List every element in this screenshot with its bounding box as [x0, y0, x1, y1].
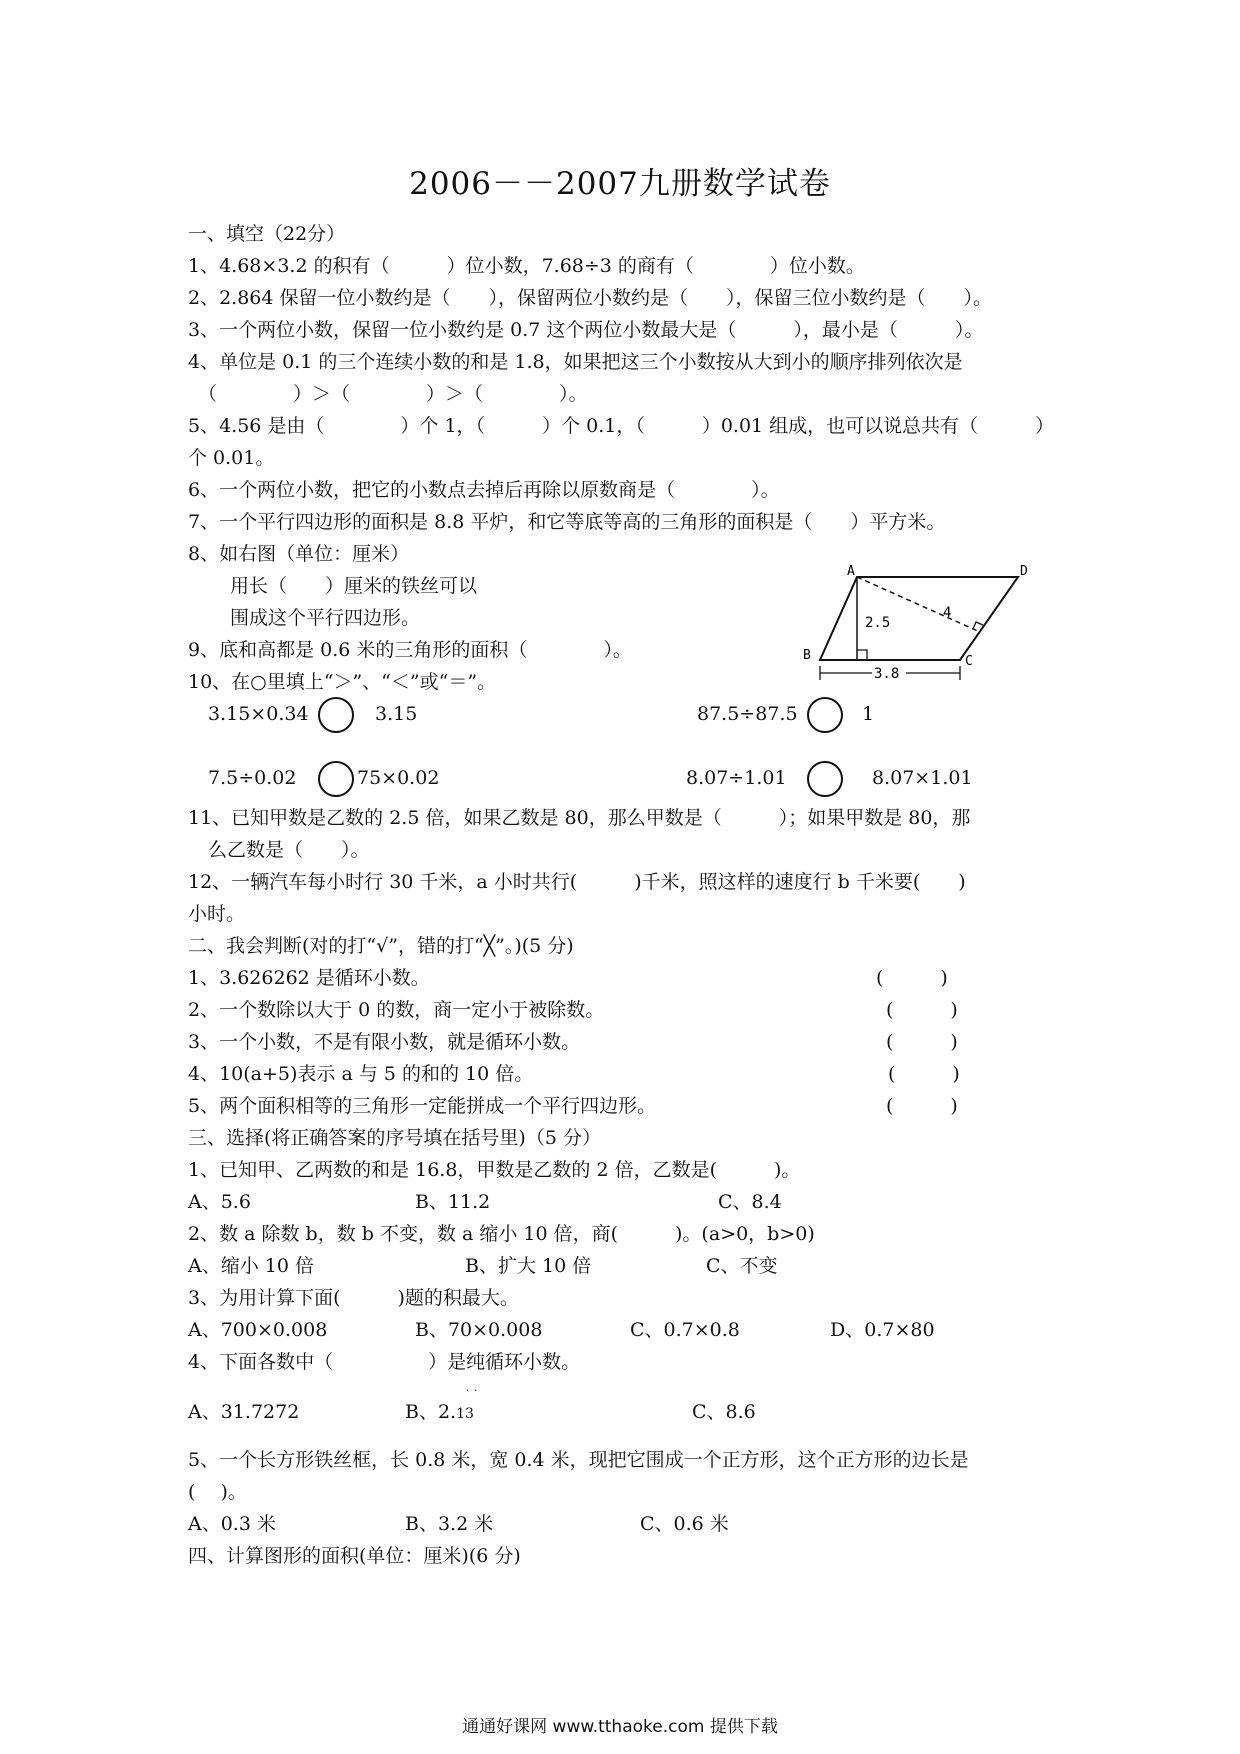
vertex-d-label: D: [1020, 565, 1028, 579]
compare-3-left: 7.5÷0.02: [208, 767, 297, 789]
compare-1-right: 3.15: [375, 703, 418, 725]
choice-4-option-b-prefix: B、2.: [405, 1401, 457, 1423]
choice-2-option-c: C、不变: [706, 1255, 778, 1277]
right-angle-mark: [857, 650, 867, 660]
question-1-11b: 么乙数是（ ）。: [208, 839, 370, 861]
question-1-4b: （ ）＞（ ）＞（ ）。: [198, 383, 588, 405]
repeating-dots: ··: [466, 1386, 483, 1397]
section4-heading: 四、计算图形的面积(单位：厘米)(6 分): [188, 1545, 521, 1567]
base-label: 3.8: [874, 666, 900, 682]
choice-question-3: 3、为用计算下面( )题的积最大。: [188, 1287, 519, 1309]
page-title: 2006－－2007九册数学试卷: [409, 166, 831, 202]
question-1-6: 6、一个两位小数，把它的小数点去掉后再除以原数商是（ ）。: [188, 479, 780, 501]
section1-heading: 一、填空（22分）: [188, 223, 346, 245]
question-1-4a: 4、单位是 0.1 的三个连续小数的和是 1.8，如果把这三个小数按从大到小的顺序排列依次是: [188, 351, 963, 373]
judge-item-2: 2、一个数除以大于 0 的数，商一定小于被除数。: [188, 999, 605, 1021]
vertex-b-label: B: [803, 648, 811, 663]
choice-question-4: 4、下面各数中（ ）是纯循环小数。: [188, 1351, 581, 1373]
choice-2-option-b: B、扩大 10 倍: [465, 1255, 592, 1277]
question-1-10: 10、在○里填上“＞”、“＜”或“＝”。: [188, 671, 497, 693]
compare-3-right: 75×0.02: [357, 767, 440, 789]
choice-question-5b: ( )。: [188, 1481, 247, 1503]
question-1-7: 7、一个平行四边形的面积是 8.8 平炉，和它等底等高的三角形的面积是（ ）平方米。: [188, 511, 946, 533]
judge-item-1: 1、3.626262 是循环小数。: [188, 967, 430, 989]
footer-credit: 通通好课网 www.tthaoke.com 提供下载: [462, 1717, 778, 1737]
judge-bracket-4: ( ): [888, 1063, 960, 1085]
question-1-8a: 8、如右图（单位：厘米）: [188, 543, 410, 565]
judge-bracket-3: ( ): [886, 1031, 958, 1053]
judge-item-3: 3、一个小数，不是有限小数，就是循环小数。: [188, 1031, 581, 1053]
choice-5-option-b: B、3.2 米: [405, 1513, 494, 1535]
choice-1-option-c: C、8.4: [718, 1191, 782, 1213]
choice-1-option-b: B、11.2: [415, 1191, 491, 1213]
judge-bracket-2: ( ): [886, 999, 958, 1021]
parallelogram-outline: [820, 577, 1018, 660]
choice-4-option-a: A、31.7272: [188, 1401, 300, 1423]
section2-heading: 二、我会判断(对的打“√”，错的打“╳”。)(5 分): [188, 935, 574, 957]
choice-3-option-d: D、0.7×80: [830, 1319, 935, 1341]
question-1-9: 9、底和高都是 0.6 米的三角形的面积（ ）。: [188, 639, 632, 661]
judge-bracket-5: ( ): [886, 1095, 958, 1117]
compare-2-left: 87.5÷87.5: [697, 703, 798, 725]
distance-label: 4: [943, 605, 952, 621]
height-label: 2.5: [865, 615, 891, 631]
choice-3-option-b: B、70×0.008: [415, 1319, 543, 1341]
choice-3-option-c: C、0.7×0.8: [630, 1319, 740, 1341]
judge-item-4: 4、10(a+5)表示 a 与 5 的和的 10 倍。: [188, 1063, 534, 1085]
question-1-5a: 5、4.56 是由（ ）个 1，（ ）个 0.1，（ ）0.01 组成，也可以说总共有（ ）: [188, 415, 1055, 437]
question-1-8c: 围成这个平行四边形。: [230, 607, 421, 629]
question-1-3: 3、一个两位小数，保留一位小数约是 0.7 这个两位小数最大是（ ），最小是（ ）。: [188, 319, 984, 341]
compare-3-circle[interactable]: [318, 761, 354, 797]
choice-1-option-a: A、5.6: [188, 1191, 251, 1213]
compare-4-circle[interactable]: [807, 761, 843, 797]
compare-2-right: 1: [862, 703, 875, 725]
vertex-a-label: A: [847, 565, 855, 579]
choice-question-1: 1、已知甲、乙两数的和是 16.8，甲数是乙数的 2 倍，乙数是( )。: [188, 1159, 801, 1181]
choice-2-option-a: A、缩小 10 倍: [188, 1255, 314, 1277]
choice-4-option-c: C、8.6: [692, 1401, 756, 1423]
vertex-c-label: C: [965, 654, 973, 669]
choice-4-option-b: [405, 1400, 474, 1426]
compare-2-circle[interactable]: [807, 697, 843, 733]
question-1-11a: 11、已知甲数是乙数的 2.5 倍，如果乙数是 80，那么甲数是（ ）；如果甲数是 80，那: [188, 807, 971, 829]
question-1-12a: 12、一辆汽车每小时行 30 千米，a 小时共行( )千米，照这样的速度行 b 千米要( ): [188, 871, 966, 893]
choice-3-option-a: A、700×0.008: [188, 1319, 328, 1341]
parallelogram-figure: [790, 565, 1030, 690]
question-1-2: 2、2.864 保留一位小数约是（ ），保留两位小数约是（ ），保留三位小数约是（ ）。: [188, 287, 993, 309]
choice-5-option-c: C、0.6 米: [640, 1513, 729, 1535]
compare-1-circle[interactable]: [318, 697, 354, 733]
judge-item-5: 5、两个面积相等的三角形一定能拼成一个平行四边形。: [188, 1095, 657, 1117]
question-1-12b: 小时。: [188, 903, 246, 925]
judge-bracket-1: ( ): [876, 967, 948, 989]
question-1-5b: 个 0.01。: [188, 447, 275, 469]
choice-question-5a: 5、一个长方形铁丝框，长 0.8 米，宽 0.4 米，现把它围成一个正方形，这个正方形的边长是: [188, 1449, 969, 1471]
section3-heading: 三、选择(将正确答案的序号填在括号里)（5 分）: [188, 1127, 601, 1149]
choice-question-2: 2、数 a 除数 b，数 b 不变，数 a 缩小 10 倍，商( )。(a>0，b>0): [188, 1223, 815, 1245]
compare-1-left: 3.15×0.34: [208, 703, 309, 725]
question-1-8b: 用长（ ）厘米的铁丝可以: [230, 575, 478, 597]
choice-4-option-b-repeating: 13: [456, 1406, 474, 1422]
compare-4-left: 8.07÷1.01: [686, 767, 787, 789]
question-1-1: 1、4.68×3.2 的积有（ ）位小数，7.68÷3 的商有（ ）位小数。: [188, 255, 865, 277]
choice-5-option-a: A、0.3 米: [188, 1513, 276, 1535]
compare-4-right: 8.07×1.01: [872, 767, 973, 789]
